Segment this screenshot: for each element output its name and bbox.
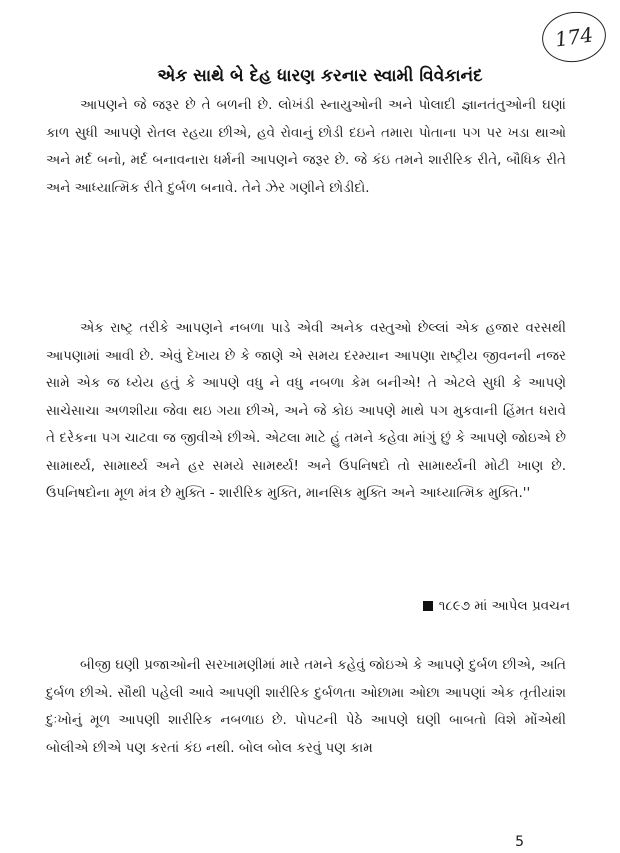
source-note-text: ૧૮૯૭ માં આપેલ પ્રવચન xyxy=(438,598,570,614)
source-note xyxy=(423,598,570,614)
square-bullet-icon xyxy=(423,601,433,611)
page-title: એક સાથે બે દેહ ધારણ કરનાર સ્વામી વિવેકાનંદ xyxy=(157,66,483,86)
page-stamp-text: 174 xyxy=(553,22,595,52)
paragraph-1: આપણને જે જરૂર છે તે બળની છે. લોખંડી સ્નાયુઓની અને પોલાદી જ્ઞાનતંતુઓની ઘણાં કાળ સુધી આપણે રોતલ રહયા છીએ, હવે રોવાનું છોડી દઇને તમારા પોતાના પગ પર ખડા થાઓ અને મર્દ બનો, મર્દ બનાવનારા ધર્મની આપણને જરૂર છે. જે કંઇ તમને શારીરિક રીતે, બૌધિક રીતે અને આધ્યાત્મિક રીતે દુર્બળ બનાવે. તેને ઝેર ગણીને છોડીદો. xyxy=(46,97,566,196)
paragraph-2: એક રાષ્ટ્ર તરીકે આપણને નબળા પાડે એવી અનેક વસ્તુઓ છેલ્લાં એક હજાર વરસથી આપણામાં આવી છે. એવું દેખાય છે કે જાણે એ સમય દરમ્યાન આપણા રાષ્ટ્રીય જીવનની નજર સામે એક જ ધ્યેય હતું કે આપણે વધુ ને વધુ નબળા કેમ બનીએ! તે એટલે સુધી કે આપણે સાચેસાચા અળશીયા જેવા થઇ ગયા છીએ, અને જે કોઇ આપણે માથે પગ મુકવાની હિંમત ધરાવે તે દરેકના પગ ચાટવા જ જીવીએ છીએ. એટલા માટે હું તમને કહેવા માંગું છું કે આપણે જોઇએ છે સામાર્થ્ય, સામાર્થ્ય અને હર સમયે સામર્થ્ય! અને ઉપનિષદો તો સામાર્થ્યની મોટી ખાણ છે. ઉપનિષદોના મૂળ મંત્ર છે મુક્તિ - શારીરિક મુક્તિ, માનસિક મુક્તિ અને આધ્યાત્મિક મુક્તિ.'' xyxy=(46,320,566,501)
paragraph-3: બીજી ઘણી પ્રજાઓની સરખામણીમાં મારે તમને કહેવું જોઇએ કે આપણે દુર્બળ છીએ, અતિ દુર્બળ છીએ. સૌથી પહેલી આવે આપણી શારીરિક દુર્બળતા ઓછામા ઓછા આપણાં એક તૃતીયાંશ દુઃખોનું મૂળ આપણી શારીરિક નબળાઇ છે. પોપટની પેઠે આપણે ઘણી બાબતો વિશે મોંએથી બોલીએ છીએ પણ કરતાં કંઇ નથી. બોલ બોલ કરવું પણ કામ xyxy=(46,657,566,756)
footer-page-number: 5 xyxy=(515,834,524,850)
handwritten-page-stamp xyxy=(539,8,609,66)
